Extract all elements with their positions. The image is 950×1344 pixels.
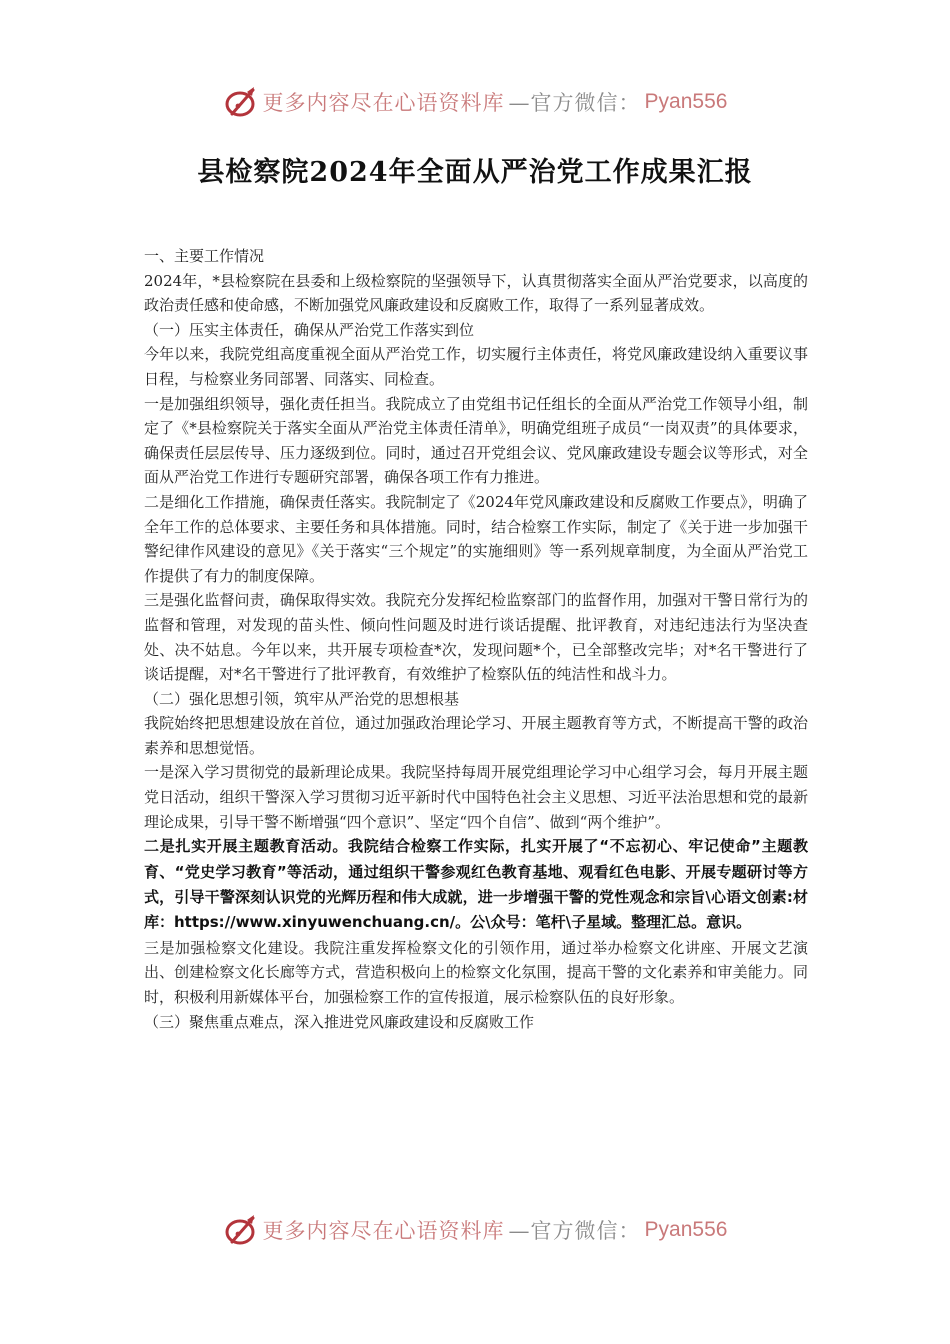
body-paragraph: 二是细化工作措施，确保责任落实。我院制定了《2024年党风廉政建设和反腐败工作要点》，明确了全年工作的总体要求、主要任务和具体措施。同时，结合检察工作实际，制定了《关于进一步加强干警纪律作风建设的意见》《关于落实“三个规定”的实施细则》等一系列规章制度，为全面从严治党工作提供了有力的制度保障。 — [144, 492, 808, 585]
body-paragraph: 一是加强组织领导，强化责任担当。我院成立了由党组书记任组长的全面从严治党工作领导小组，制定了《*县检察院关于落实全面从严治党主体责任清单》，明确党组班子成员“一岗双责”的具体要求，确保责任层层传导、压力逐级到位。同时，通过召开党组会议、党风廉政建设专题会议等形式，对全面从严治党工作进行专题研究部署，确保各项工作有力推进。 — [144, 394, 808, 487]
banner-wechat-id: Pyan556 — [644, 90, 728, 113]
document-title: 县检察院2024年全面从严治党工作成果汇报 — [197, 157, 753, 188]
banner-slogan: 更多内容尽在心语资料库 — [262, 91, 505, 115]
quill-logo-icon — [223, 84, 259, 120]
banner-separator: —官方微信： — [508, 1219, 641, 1243]
body-paragraph: （一）压实主体责任，确保从严治党工作落实到位 — [144, 320, 475, 339]
banner-separator: —官方微信： — [508, 91, 641, 115]
body-paragraph: 三是强化监督问责，确保取得实效。我院充分发挥纪检监察部门的监督作用，加强对干警日常行为的监督和管理，对发现的苗头性、倾向性问题及时进行谈话提醒、批评教育，对违纪违法行为坚决查处、决不姑息。今年以来，共开展专项检查*次，发现问题*个，已全部整改完毕；对*名干警进行了谈话提醒，对*名干警进行了批评教育，有效维护了检察队伍的纯洁性和战斗力。 — [144, 591, 808, 684]
quill-logo-icon — [223, 1212, 259, 1248]
body-paragraph: （二）强化思想引领，筑牢从严治党的思想根基 — [144, 689, 460, 708]
document-body — [144, 244, 808, 1034]
footer-banner — [0, 1210, 950, 1250]
body-paragraph: （三）聚焦重点难点，深入推进党风廉政建设和反腐败工作 — [144, 1012, 535, 1031]
banner-slogan: 更多内容尽在心语资料库 — [262, 1219, 505, 1243]
body-paragraph: 三是加强检察文化建设。我院注重发挥检察文化的引领作用，通过举办检察文化讲座、开展文艺演出、创建检察文化长廊等方式，营造积极向上的检察文化氛围，提高干警的文化素养和审美能力。同时，积极利用新媒体平台，加强检察工作的宣传报道，展示检察队伍的良好形象。 — [144, 938, 808, 1007]
body-paragraph: 2024年，*县检察院在县委和上级检察院的坚强领导下，认真贯彻落实全面从严治党要求，以高度的政治责任感和使命感，不断加强党风廉政建设和反腐败工作，取得了一系列显著成效。 — [144, 271, 808, 315]
body-paragraph: 一是深入学习贯彻党的最新理论成果。我院坚持每周开展党组理论学习中心组学习会，每月开展主题党日活动，组织干警深入学习贯彻习近平新时代中国特色社会主义思想、习近平法治思想和党的最新理论成果，引导干警不断增强“四个意识”、坚定“四个自信”、做到“两个维护”。 — [144, 763, 808, 831]
body-paragraph: 今年以来，我院党组高度重视全面从严治党工作，切实履行主体责任，将党风廉政建设纳入重要议事日程，与检察业务同部署、同落实、同检查。 — [144, 345, 808, 388]
body-paragraph: 一、主要工作情况 — [144, 247, 265, 265]
banner-wechat-id: Pyan556 — [644, 1218, 728, 1241]
body-paragraph: 我院始终把思想建设放在首位，通过加强政治理论学习、开展主题教育等方式，不断提高干警的政治素养和思想觉悟。 — [144, 714, 808, 757]
header-banner — [0, 82, 950, 122]
body-paragraph: 二是扎实开展主题教育活动。我院结合检察工作实际，扎实开展了“不忘初心、牢记使命”主题教育、“党史学习教育”等活动，通过组织干警参观红色教育基地、观看红色电影、开展专题研讨等方式，引导干警深刻认识党的光辉历程和伟大成就，进一步增强干警的党性观念和宗旨\心语文创素:材库：https://www.xinyuwenchuang.cn/。公\众号：笔杆\子星域。整理汇总。意识。 — [144, 837, 808, 932]
